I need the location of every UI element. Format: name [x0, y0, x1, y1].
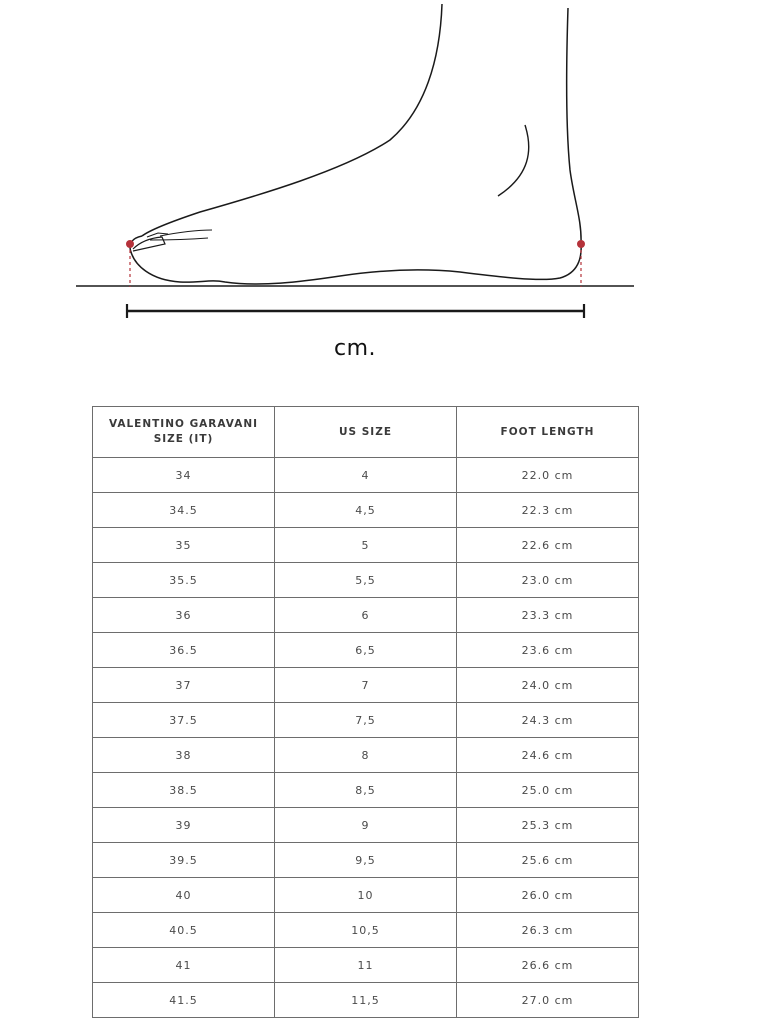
header-it-size	[93, 407, 275, 458]
cell-us-size: 5,5	[275, 563, 457, 598]
table-row	[93, 563, 639, 598]
cell-foot-length: 24.6 cm	[457, 738, 639, 773]
foot-outline-sole	[130, 236, 581, 284]
cell-us-size: 9,5	[275, 843, 457, 878]
cell-foot-length: 22.6 cm	[457, 528, 639, 563]
header-it-size-line1: VALENTINO GARAVANI	[108, 418, 259, 430]
cell-it-size: 36.5	[93, 633, 275, 668]
table-row	[93, 913, 639, 948]
table-row	[93, 878, 639, 913]
table-row	[93, 598, 639, 633]
cell-foot-length: 23.3 cm	[457, 598, 639, 633]
cell-us-size: 8,5	[275, 773, 457, 808]
cell-foot-length: 24.3 cm	[457, 703, 639, 738]
cell-us-size: 9	[275, 808, 457, 843]
cell-it-size: 39.5	[93, 843, 275, 878]
foot-outline-heel	[567, 8, 581, 244]
cell-foot-length: 23.6 cm	[457, 633, 639, 668]
table-row	[93, 528, 639, 563]
cell-it-size: 35	[93, 528, 275, 563]
size-chart-table	[92, 406, 639, 1018]
table-row	[93, 668, 639, 703]
toe-crease-2	[150, 238, 208, 240]
table-row	[93, 773, 639, 808]
heel-marker-dot	[577, 240, 585, 248]
cell-foot-length: 26.3 cm	[457, 913, 639, 948]
header-foot-length: FOOT LENGTH	[457, 407, 639, 458]
cell-it-size: 39	[93, 808, 275, 843]
table-row	[93, 633, 639, 668]
cell-us-size: 7,5	[275, 703, 457, 738]
cell-us-size: 6	[275, 598, 457, 633]
cell-foot-length: 22.0 cm	[457, 458, 639, 493]
cell-foot-length: 25.6 cm	[457, 843, 639, 878]
table-row	[93, 703, 639, 738]
cell-it-size: 36	[93, 598, 275, 633]
table-row	[93, 458, 639, 493]
cell-it-size: 41.5	[93, 983, 275, 1018]
foot-measurement-diagram	[0, 0, 768, 380]
cell-us-size: 5	[275, 528, 457, 563]
table-row	[93, 983, 639, 1018]
cell-foot-length: 23.0 cm	[457, 563, 639, 598]
cell-it-size: 41	[93, 948, 275, 983]
cell-it-size: 37	[93, 668, 275, 703]
cell-it-size: 38.5	[93, 773, 275, 808]
cell-foot-length: 22.3 cm	[457, 493, 639, 528]
cell-it-size: 34	[93, 458, 275, 493]
unit-label: cm.	[333, 336, 377, 361]
ankle-line	[498, 125, 529, 196]
toe-crease-1	[160, 230, 212, 236]
header-us-size: US SIZE	[275, 407, 457, 458]
cell-us-size: 11	[275, 948, 457, 983]
cell-us-size: 4,5	[275, 493, 457, 528]
cell-us-size: 7	[275, 668, 457, 703]
cell-it-size: 40.5	[93, 913, 275, 948]
cell-foot-length: 25.3 cm	[457, 808, 639, 843]
cell-us-size: 10,5	[275, 913, 457, 948]
cell-us-size: 10	[275, 878, 457, 913]
cell-foot-length: 26.0 cm	[457, 878, 639, 913]
cell-us-size: 11,5	[275, 983, 457, 1018]
table-row	[93, 948, 639, 983]
cell-it-size: 40	[93, 878, 275, 913]
toe-nail	[133, 237, 165, 251]
toe-marker-dot	[126, 240, 134, 248]
cell-us-size: 4	[275, 458, 457, 493]
table-row	[93, 808, 639, 843]
header-it-size-line2: SIZE (IT)	[153, 433, 214, 445]
cell-us-size: 6,5	[275, 633, 457, 668]
cell-foot-length: 26.6 cm	[457, 948, 639, 983]
cell-it-size: 38	[93, 738, 275, 773]
cell-it-size: 37.5	[93, 703, 275, 738]
cell-it-size: 34.5	[93, 493, 275, 528]
foot-outline-front	[142, 4, 442, 236]
table-body	[93, 458, 639, 1018]
cell-us-size: 8	[275, 738, 457, 773]
cell-foot-length: 25.0 cm	[457, 773, 639, 808]
table-row	[93, 493, 639, 528]
table-row	[93, 843, 639, 878]
cell-foot-length: 24.0 cm	[457, 668, 639, 703]
table-header-row	[93, 407, 639, 458]
table-row	[93, 738, 639, 773]
cell-foot-length: 27.0 cm	[457, 983, 639, 1018]
cell-it-size: 35.5	[93, 563, 275, 598]
foot-illustration	[0, 0, 768, 330]
